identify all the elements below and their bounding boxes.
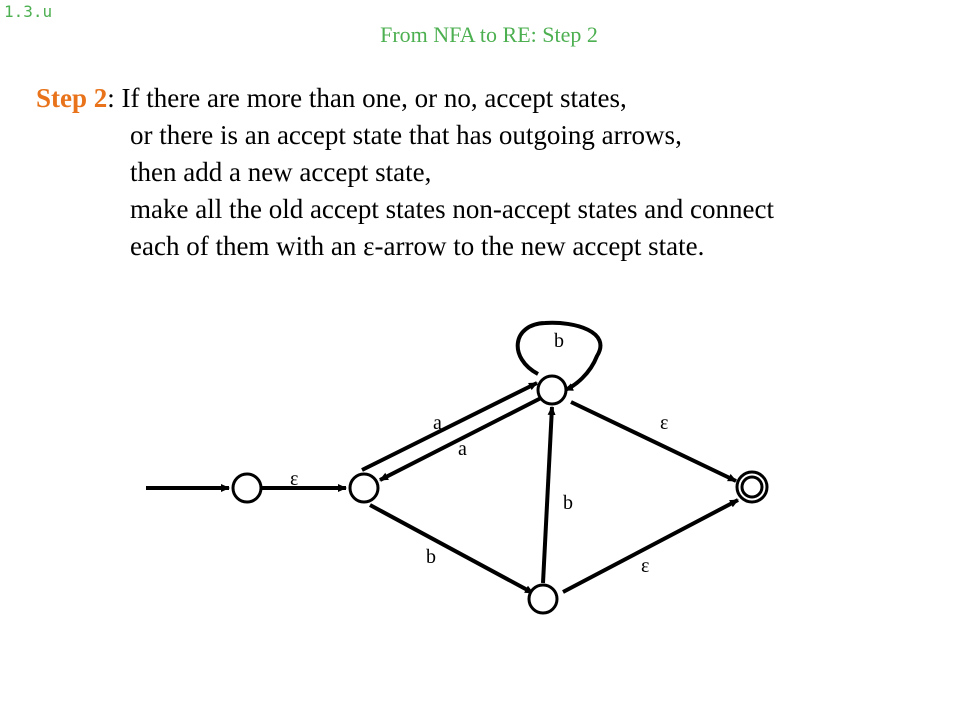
label-loop-b: b: [554, 330, 564, 352]
label-b-down: b: [426, 546, 436, 568]
text-line-2: or there is an accept state that has outgoing arrows,: [130, 120, 682, 150]
edge-top-to-accept-eps: [571, 402, 736, 481]
state-top: [538, 376, 566, 404]
first-line-text: : If there are more than one, or no, accept states,: [107, 83, 627, 113]
slide-code: 1.3.u: [4, 2, 53, 21]
edge-bottom-to-top-b: [543, 407, 552, 583]
label-eps-bottom-accept: ε: [641, 555, 650, 577]
text-line-4: make all the old accept states non-accept states and connect: [130, 194, 774, 224]
edge-bottom-to-accept-eps: [563, 500, 738, 592]
label-a-lower: a: [458, 438, 467, 460]
step-label: Step 2: [36, 83, 108, 113]
slide-title: From NFA to RE: Step 2: [380, 22, 598, 47]
label-eps-top-accept: ε: [660, 412, 669, 434]
text-line-3: then add a new accept state,: [130, 157, 432, 187]
text-line-5: each of them with an ε-arrow to the new accept state.: [130, 231, 705, 261]
edge-q1-to-top-a: [362, 383, 537, 470]
state-q1: [350, 474, 378, 502]
state-new-start: [233, 474, 261, 502]
edge-q1-to-bottom-b: [370, 505, 533, 593]
label-a-upper: a: [433, 412, 442, 434]
state-bottom: [529, 585, 557, 613]
label-b-up: b: [563, 492, 573, 514]
label-eps-start: ε: [290, 468, 299, 490]
